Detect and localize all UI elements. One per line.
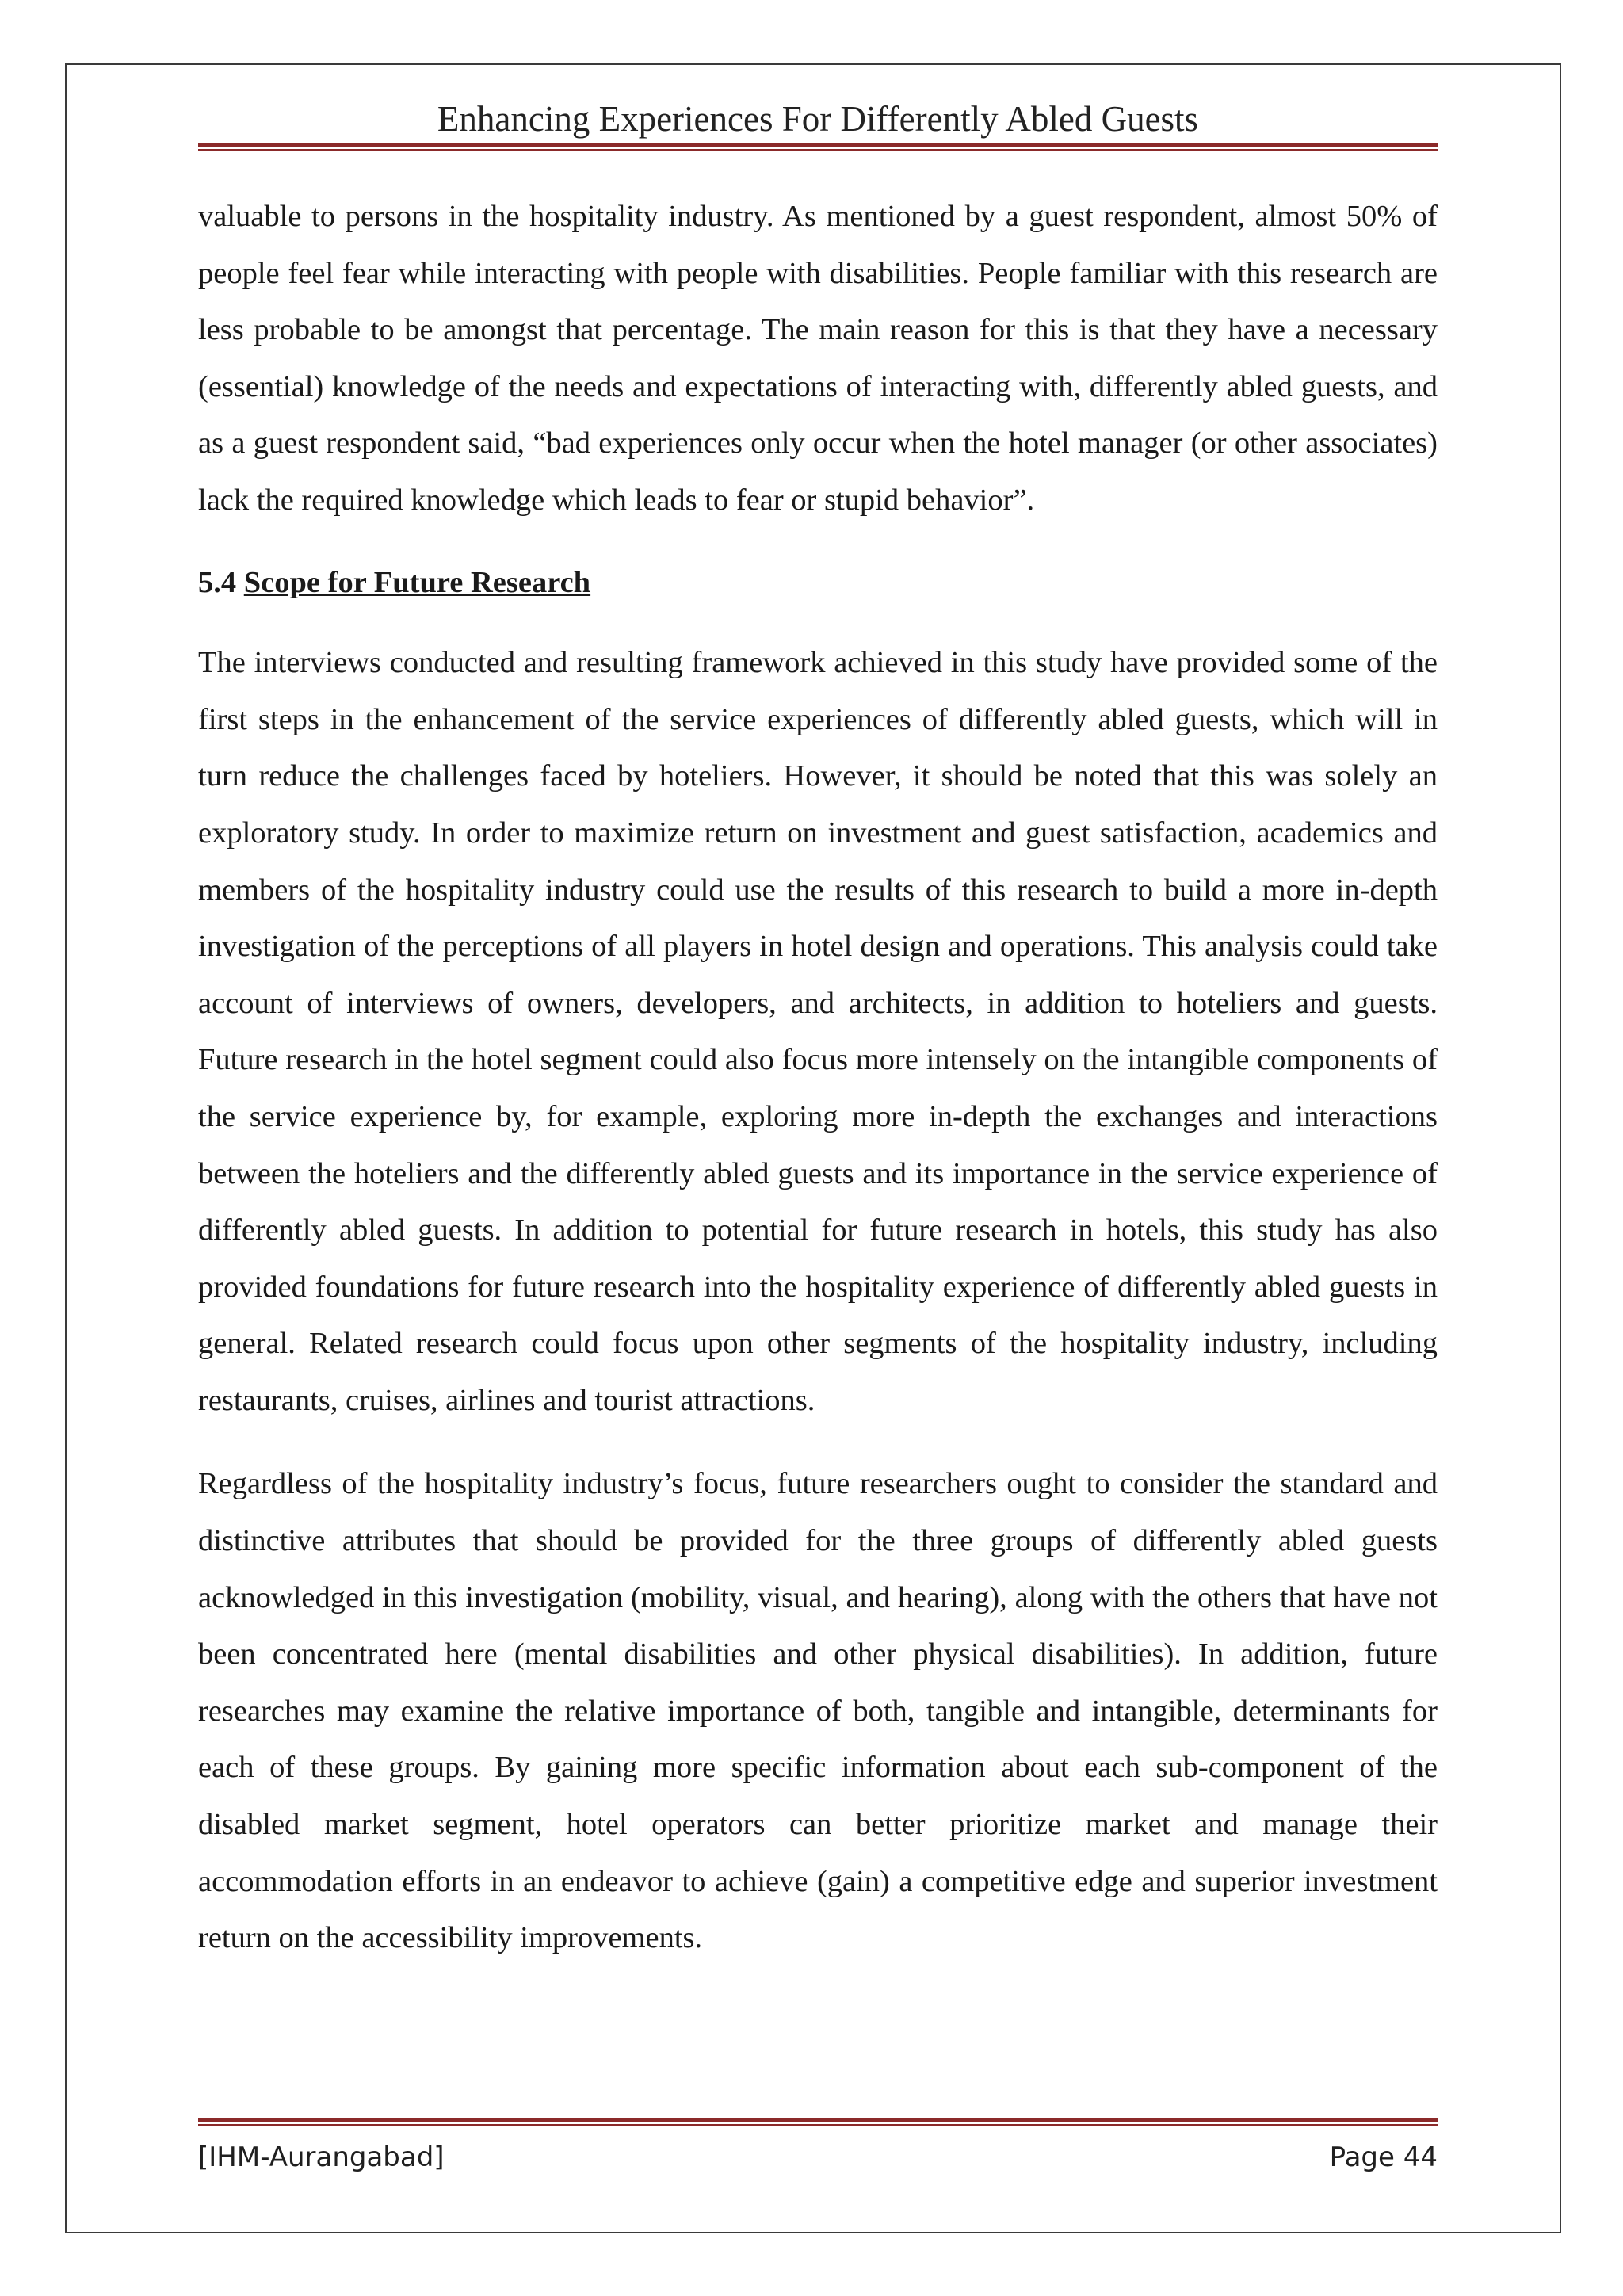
intro-paragraph: valuable to persons in the hospitality industry. As mentioned by a guest respondent, almost 50% of people feel fear while interacting with people with disabilities. People familiar with this research are less probable to be amongst that percentage. The main reason for this is that they have a necessary (essential) knowledge of the needs and expectations of interacting with, differently abled guests, and as a guest respondent said, “bad experiences only occur when the hotel manager (or other associates) lack the required knowledge which leads to fear or stupid behavior”. — [198, 200, 1438, 517]
footer-page-number: Page 44 — [1329, 2141, 1438, 2173]
header-rule — [198, 143, 1438, 152]
footer-rule-thick — [198, 2118, 1438, 2122]
running-header-title: Enhancing Experiences For Differently Abled Guests — [437, 99, 1199, 139]
footer-rule — [198, 2118, 1438, 2127]
section-number: 5.4 — [198, 565, 237, 599]
header-rule-thick — [198, 143, 1438, 147]
header-rule-thin — [198, 149, 1438, 151]
section-heading — [198, 555, 1438, 612]
body-content — [198, 189, 1438, 1967]
footer-institution: [IHM-Aurangabad] — [198, 2141, 445, 2173]
footer-rule-thin — [198, 2124, 1438, 2126]
section-title: Scope for Future Research — [243, 565, 591, 599]
body-paragraph-1: The interviews conducted and resulting framework achieved in this study have provided some of the first steps in the enhancement of the service experiences of differently abled guests, which will in turn reduce the challenges faced by hoteliers. However, it should be noted that this was solely an exploratory study. In order to maximize return on investment and guest satisfaction, academics and members of the hospitality industry could use the results of this research to build a more in-depth investigation of the perceptions of all players in hotel design and operations. This analysis could take account of interviews of owners, developers, and architects, in addition to hoteliers and guests. Future research in the hotel segment could also focus more intensely on the intangible components of the service experience by, for example, exploring more in-depth the exchanges and interactions between the hoteliers and the differently abled guests and its importance in the service experience of differently abled guests. In addition to potential for future research in hotels, this study has also provided foundations for future research into the hospitality experience of differently abled guests in general. Related research could focus upon other segments of the hospitality industry, including restaurants, cruises, airlines and tourist attractions. — [198, 646, 1438, 1417]
body-paragraph-2: Regardless of the hospitality industry’s focus, future researchers ought to consider the standard and distinctive attributes that should be provided for the three groups of differently abled guests acknowledged in this investigation (mobility, visual, and hearing), along with the others that have not been concentrated here (mental disabilities and other physical disabilities). In addition, future researches may examine the relative importance of both, tangible and intangible, determinants for each of these groups. By gaining more specific information about each sub-component of the disabled market segment, hotel operators can better prioritize market and manage their accommodation efforts in an endeavor to achieve (gain) a competitive edge and superior investment return on the accessibility improvements. — [198, 1467, 1438, 1955]
